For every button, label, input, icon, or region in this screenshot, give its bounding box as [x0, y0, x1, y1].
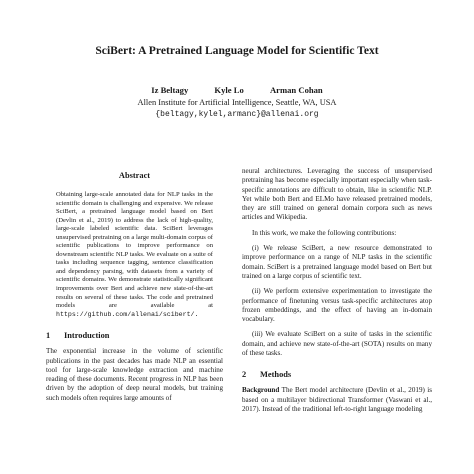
author-name: Iz Beltagy	[151, 85, 189, 95]
author-name: Kyle Lo	[214, 85, 244, 95]
right-column	[242, 167, 432, 414]
background-paragraph	[242, 386, 432, 414]
section-number: 1	[46, 331, 51, 341]
paper-title: SciBert: A Pretrained Language Model for Scientific Text	[95, 44, 379, 57]
motivation-paragraph: neural architectures. Leveraging the success of unsupervised pretraining has become especially important especially when task-specific annotations are difficult to obtain, like in scientific NLP. Yet while both Bert and ELMo have released pretrained models, they are still trained on general domain corpora such as news articles and Wikipedia.	[242, 167, 432, 222]
section-number: 2	[242, 370, 247, 380]
contribution-item: (ii) We perform extensive experimentation to investigate the performance of finetuning versus task-specific architectures atop frozen embeddings, and the effect of having an in-domain vocabulary.	[242, 287, 432, 324]
section-title: Introduction	[64, 331, 110, 341]
runin-heading: Background	[242, 386, 280, 395]
abstract-body: Obtaining large-scale annotated data for NLP tasks in the scientific domain is challenging and expensive. We release SciBert, a pretrained language model based on Bert (Devlin et al., 2019) to address the lack of high-quality, large-scale labeled scientific data. SciBert leverages unsupervised pretraining on a large multi-domain corpus of scientific publications to improve performance on downstream scientific NLP tasks. We evaluate on a suite of tasks including sequence tagging, sentence classification and dependency parsing, with datasets from a variety of scientific domains. We demonstrate statistically significant improvements over Bert and achieve new state-of-the-art results on several of these tasks. The code and pretrained models are available at	[56, 191, 213, 310]
abstract-text	[56, 191, 213, 319]
contribution-item: (i) We release SciBert, a new resource demonstrated to improve performance on a range of NLP tasks in the scientific domain. SciBert is a pretrained language model based on Bert but trained on a large corpus of scientific text.	[242, 244, 432, 280]
author-list	[0, 85, 474, 96]
methods-heading	[242, 369, 432, 380]
author-emails: {beltagy,kylel,armanc}@allenai.org	[155, 110, 319, 119]
section-title: Methods	[260, 370, 292, 380]
left-column	[46, 170, 223, 403]
code-link[interactable]: https://github.com/allenai/scibert/.	[56, 310, 199, 318]
abstract-heading: Abstract	[118, 171, 151, 180]
author-name: Arman Cohan	[269, 85, 323, 95]
intro-heading	[46, 330, 223, 341]
contributions-intro: In this work, we make the following contributions:	[252, 228, 397, 237]
contribution-item: (iii) We evaluate SciBert on a suite of tasks in the scientific domain, and achieve new state-of-the-art (SOTA) results on many of these tasks.	[242, 330, 432, 358]
author-affiliation: Allen Institute for Artificial Intelligence, Seattle, WA, USA	[137, 98, 337, 107]
intro-paragraph: The exponential increase in the volume of scientific publications in the past decades has made NLP an essential tool for large-scale knowledge extraction and machine reading of these documents. Recent progress in NLP has been driven by the adoption of deep neural models, but training such models often requires large amounts of	[46, 347, 223, 402]
background-text: The Bert model architecture (Devlin et al., 2019) is based on a multilayer bidirectional Transformer (Vaswani et al., 2017). Instead of the traditional left-to-right language modeling	[242, 386, 432, 413]
